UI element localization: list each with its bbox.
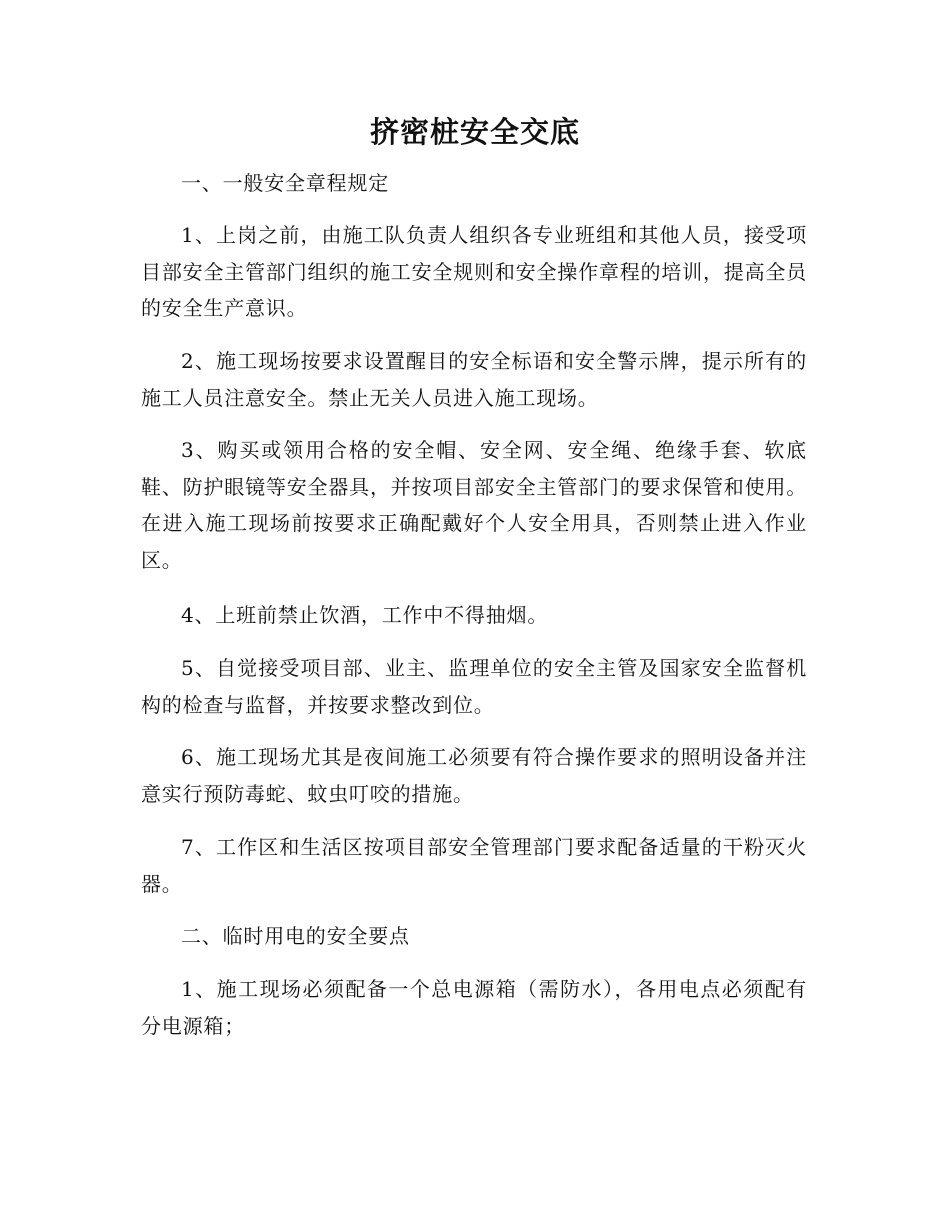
section-heading-general-safety: 一、一般安全章程规定 xyxy=(181,171,389,195)
paragraph-no-alcohol: 4、上班前禁止饮酒，工作中不得抽烟。 xyxy=(181,603,549,627)
paragraph-night-lighting: 6、施工现场尤其是夜间施工必须要有符合操作要求的照明设备并注意实行预防毒蛇、蚊虫叮咬的措施。 xyxy=(141,745,807,806)
paragraph-warning-signs: 2、施工现场按要求设置醒目的安全标语和安全警示牌，提示所有的施工人员注意安全。禁止无关人员进入施工现场。 xyxy=(141,349,807,410)
paragraph-safety-equipment: 3、购买或领用合格的安全帽、安全网、安全绳、绝缘手套、软底鞋、防护眼镜等安全器具，并按项目部安全主管部门的要求保管和使用。在进入施工现场前按要求正确配戴好个人安全用具，否则禁止进入作业区。 xyxy=(141,438,807,572)
section-heading-temporary-power: 二、临时用电的安全要点 xyxy=(181,924,410,948)
document-title: 挤密桩安全交底 xyxy=(369,115,580,149)
paragraph-fire-extinguishers: 7、工作区和生活区按项目部安全管理部门要求配备适量的干粉灭火器。 xyxy=(141,835,807,896)
paragraph-inspection: 5、自觉接受项目部、业主、监理单位的安全主管及国家安全监督机构的检查与监督，并按要求整改到位。 xyxy=(141,656,807,717)
paragraph-power-box: 1、施工现场必须配备一个总电源箱（需防水），各用电点必须配有分电源箱； xyxy=(141,977,807,1038)
paragraph-training: 1、上岗之前，由施工队负责人组织各专业班组和其他人员，接受项目部安全主管部门组织的施工安全规则和安全操作章程的培训，提高全员的安全生产意识。 xyxy=(141,223,807,320)
